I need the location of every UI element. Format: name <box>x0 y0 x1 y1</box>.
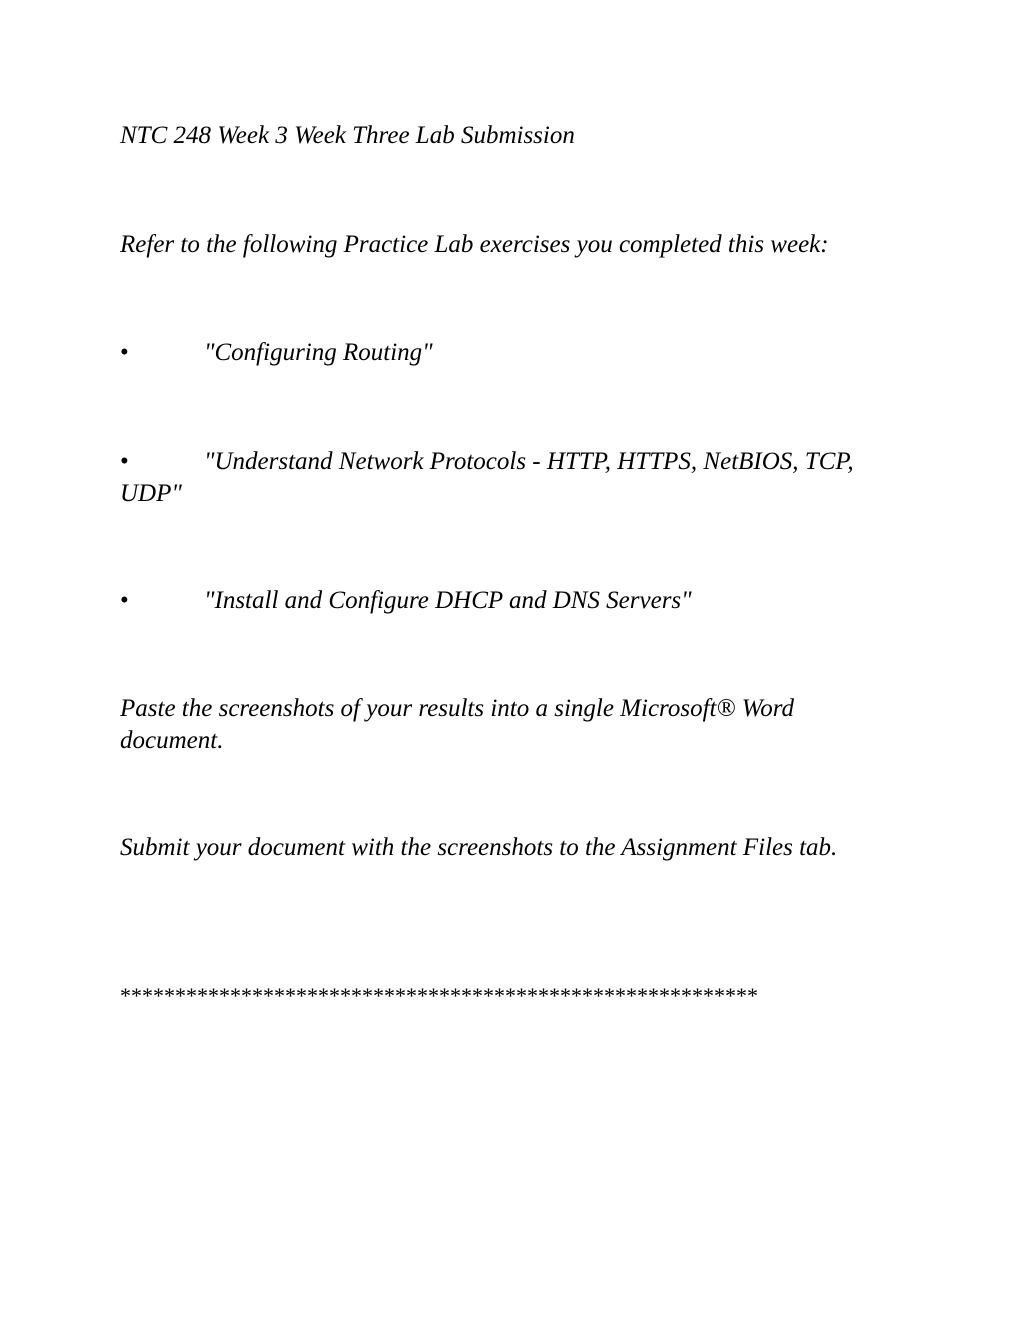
exercise-label: "Configuring Routing" <box>204 339 433 366</box>
exercise-item-2-continuation: UDP" <box>120 480 182 507</box>
bullet-icon: • <box>120 448 129 475</box>
exercise-item-2 <box>120 446 920 478</box>
exercise-item-1 <box>120 337 920 369</box>
intro-paragraph: Refer to the following Practice Lab exercises you completed this week: <box>120 231 829 258</box>
instruction-line-2: document. <box>120 727 224 754</box>
bullet-icon: • <box>120 587 129 614</box>
instruction-line-1: Paste the screenshots of your results into a single Microsoft® Word <box>120 695 795 722</box>
exercise-label: "Understand Network Protocols - HTTP, HTTPS, NetBIOS, TCP, <box>204 448 854 475</box>
submit-instruction: Submit your document with the screenshots to the Assignment Files tab. <box>120 834 838 861</box>
bullet-icon: • <box>120 339 129 366</box>
exercise-item-3 <box>120 585 920 617</box>
exercise-label: "Install and Configure DHCP and DNS Servers" <box>204 587 692 614</box>
document-title: NTC 248 Week 3 Week Three Lab Submission <box>120 122 575 149</box>
asterisk-separator: ********************************************************** <box>120 983 758 1008</box>
